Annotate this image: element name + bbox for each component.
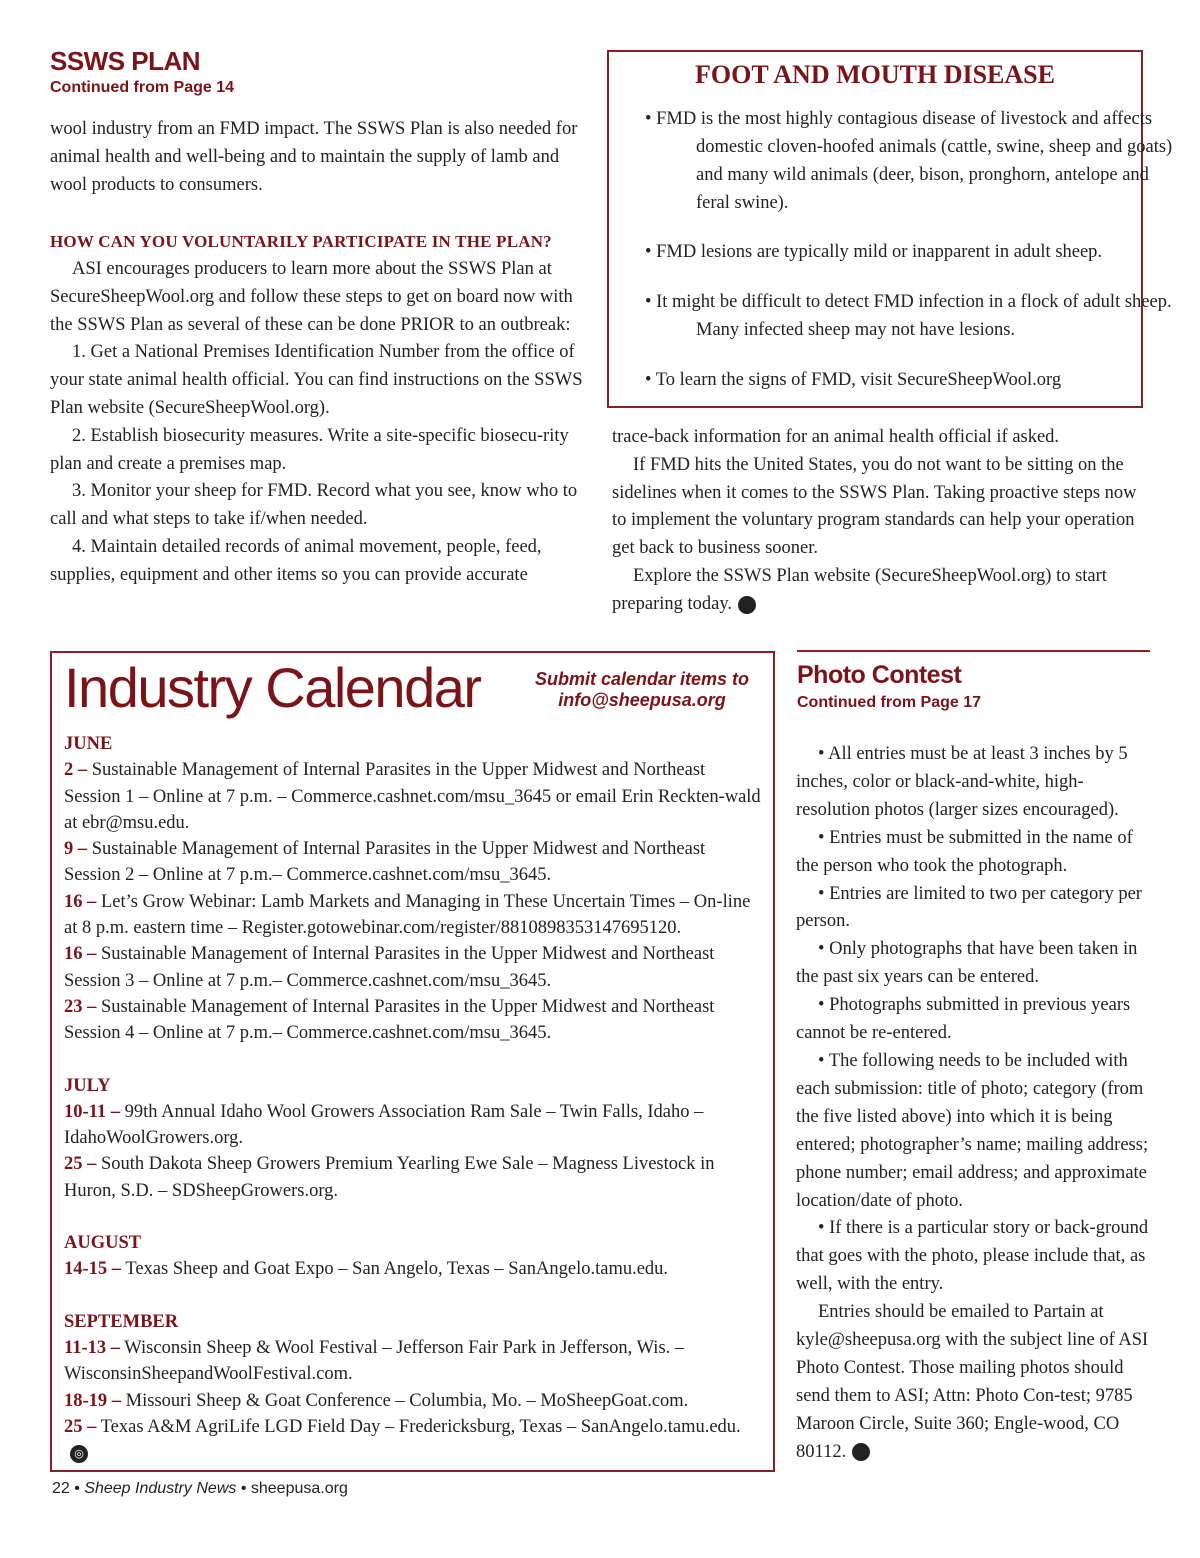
month-gap [64, 1204, 764, 1230]
asi-logo-icon: ◎ [738, 596, 756, 614]
photo-contest-paragraph [796, 825, 1150, 881]
photo-contest-text: • Entries are limited to two per category per person. [796, 883, 1142, 932]
photo-contest-continued-note: Continued from Page 17 [797, 694, 982, 711]
calendar-event-text: South Dakota Sheep Growers Premium Yearling Ewe Sale – Magness Livestock in Huron, S.D. – SDSheepGrowers.org. [64, 1154, 715, 1201]
ssws-closing-text: Explore the SSWS Plan website (SecureSheepWool.org) to start preparing today. [612, 565, 1107, 614]
calendar-event-text: Sustainable Management of Internal Parasites in the Upper Midwest and Northeast Session 2 – Online at 7 p.m.– Commerce.cashnet.com/msu_3645. [64, 839, 706, 886]
fmd-bullet: • FMD lesions are typically mild or inapparent in adult sheep. [645, 242, 1103, 262]
photo-contest-paragraph [796, 1215, 1150, 1299]
fmd-bullet: • To learn the signs of FMD, visit SecureSheepWool.org [645, 370, 1062, 390]
calendar-event [64, 1151, 764, 1204]
calendar-event-text: Sustainable Management of Internal Parasites in the Upper Midwest and Northeast Session 4 – Online at 7 p.m.– Commerce.cashnet.com/msu_3645. [64, 996, 715, 1044]
ssws-title: SSWS PLAN [50, 46, 201, 76]
calendar-event-date: 14-15 – [64, 1259, 122, 1280]
calendar-event-text: Texas Sheep and Goat Expo – San Angelo, Texas – SanAngelo.tamu.edu. [121, 1259, 669, 1280]
asi-logo-icon: ◎ [852, 1443, 870, 1461]
asi-logo-icon: ◎ [70, 1445, 88, 1463]
calendar-event-date: 23 – [64, 996, 97, 1017]
calendar-event [64, 836, 764, 889]
calendar-event [64, 1335, 764, 1388]
calendar-month-heading: JUNE [64, 734, 113, 754]
ssws-step-2: 2. Establish biosecurity measures. Write a site-specific biosecu-rity plan and create a premises map. [50, 425, 569, 474]
calendar-event-text: Missouri Sheep & Goat Conference – Columbia, Mo. – MoSheepGoat.com. [121, 1390, 689, 1411]
calendar-event-text: Texas A&M AgriLife LGD Field Day – Fredericksburg, Texas – SanAngelo.tamu.edu. [96, 1416, 741, 1437]
page-footer [52, 1480, 348, 1498]
calendar-submit-note [522, 669, 762, 711]
calendar-event-text: Let’s Grow Webinar: Lamb Markets and Managing in These Uncertain Times – On-line at 8 p.m. eastern time – Register.gotowebinar.com/register/8810898353147695120. [64, 891, 751, 939]
ssws-cont-paragraph [612, 563, 1142, 619]
calendar-event [64, 1099, 764, 1152]
calendar-list [64, 731, 764, 1466]
calendar-submit-email[interactable]: info@sheepusa.org [558, 690, 726, 710]
ssws-cont-paragraph: If FMD hits the United States, you do not want to be sitting on the sidelines when it comes to the SSWS Plan. Taking proactive steps now to implement the voluntary program standards can help your operation get back to business sooner. [612, 454, 1137, 559]
calendar-event-date: 9 – [64, 839, 88, 860]
calendar-event-date: 2 – [64, 760, 88, 781]
ssws-step-3: 3. Monitor your sheep for FMD. Record what you see, know who to call and what steps to take if/when needed. [50, 481, 578, 530]
photo-contest-body [796, 741, 1150, 1467]
industry-calendar-box [50, 651, 775, 1472]
calendar-event [64, 889, 764, 942]
ssws-intro-paragraph: wool industry from an FMD impact. The SSWS Plan is also needed for animal health and well-being and to maintain the supply of lamb and wool products to consumers. [50, 119, 578, 195]
calendar-event [64, 1388, 764, 1414]
calendar-event [64, 1414, 764, 1467]
calendar-event [64, 941, 764, 994]
calendar-event-text: Sustainable Management of Internal Parasites in the Upper Midwest and Northeast Session 3 – Online at 7 p.m.– Commerce.cashnet.com/msu_3645. [64, 944, 715, 991]
ssws-paragraph: ASI encourages producers to learn more about the SSWS Plan at SecureSheepWool.org and follow these steps to get on board now with the SSWS Plan as several of these can be done PRIOR to an outbreak: [50, 259, 573, 335]
ssws-cont-paragraph: trace-back information for an animal health official if asked. [612, 427, 1060, 447]
photo-contest-text: • Only photographs that have been taken in the past six years can be entered. [796, 939, 1138, 988]
calendar-event-text: 99th Annual Idaho Wool Growers Association Ram Sale – Twin Falls, Idaho – IdahoWoolGrowers.org. [64, 1101, 704, 1149]
calendar-event-text: Sustainable Management of Internal Parasites in the Upper Midwest and Northeast Session 1 – Online at 7 p.m. – Commerce.cashnet.com/msu_3645 or email Erin Reckten-wald at ebr@msu.edu. [64, 760, 761, 833]
calendar-event-date: 10-11 – [64, 1101, 121, 1122]
calendar-event-date: 16 – [64, 891, 97, 912]
photo-contest-paragraph [796, 936, 1150, 992]
page-number: 22 • [52, 1480, 80, 1497]
calendar-event-text: Wisconsin Sheep & Wool Festival – Jefferson Fair Park in Jefferson, Wis. – WisconsinSheepandWoolFestival.com. [64, 1337, 685, 1385]
publication-name: Sheep Industry News [84, 1480, 237, 1497]
photo-contest-text: • Entries must be submitted in the name of the person who took the photograph. [796, 827, 1133, 876]
photo-contest-rule [797, 650, 1150, 652]
fmd-title: FOOT AND MOUTH DISEASE [695, 60, 1055, 89]
ssws-continued-note: Continued from Page 14 [50, 79, 235, 96]
photo-contest-paragraph [796, 741, 1150, 825]
photo-contest-paragraph [796, 992, 1150, 1048]
ssws-step-4: 4. Maintain detailed records of animal movement, people, feed, supplies, equipment and other items so you can provide accurate [50, 536, 542, 585]
ssws-body [50, 256, 590, 590]
calendar-event [64, 1256, 764, 1282]
site-url: • sheepusa.org [240, 1480, 348, 1497]
month-gap [64, 1283, 764, 1309]
photo-contest-paragraph [796, 1048, 1150, 1215]
photo-contest-text: Entries should be emailed to Partain at kyle@sheepusa.org with the subject line of ASI Photo Contest. Those mailing photos should send them to ASI; Attn: Photo Con-test; 9785 Maroon Circle, Suite 360; Engle-wood, CO 80112. [796, 1302, 1149, 1462]
fmd-bullet: • FMD is the most highly contagious disease of livestock and affects domestic cloven-hoofed animals (cattle, swine, sheep and goats) and many wild animals (deer, bison, pronghorn, antelope and feral swine). [645, 109, 1173, 213]
fmd-bullet: • It might be difficult to detect FMD infection in a flock of adult sheep. Many infected sheep may not have lesions. [645, 292, 1172, 340]
calendar-month-heading: JULY [64, 1075, 111, 1096]
photo-contest-paragraph [796, 1299, 1150, 1466]
calendar-submit-line: Submit calendar items to [534, 669, 750, 689]
calendar-event-date: 18-19 – [64, 1390, 122, 1411]
calendar-event-date: 25 – [64, 1416, 97, 1437]
calendar-event [64, 757, 764, 836]
photo-contest-text: • The following needs to be included with each submission: title of photo; category (from the five listed above) into which it is being entered; photographer’s name; mailing address; phone number; email address; and approximate location/date of photo. [796, 1050, 1149, 1211]
calendar-event-date: 25 – [64, 1154, 97, 1175]
photo-contest-title: Photo Contest [797, 661, 962, 689]
month-gap [64, 1047, 764, 1073]
calendar-event [64, 994, 764, 1047]
fmd-sidebar-box [607, 50, 1173, 408]
photo-contest-paragraph [796, 881, 1150, 937]
photo-contest-text: • Photographs submitted in previous years cannot be re-entered. [796, 995, 1131, 1044]
photo-contest-text: • If there is a particular story or back-ground that goes with the photo, please include that, as well, with the entry. [796, 1218, 1149, 1295]
calendar-month-heading: SEPTEMBER [64, 1311, 179, 1332]
calendar-month-heading: AUGUST [64, 1233, 142, 1254]
calendar-event-date: 16 – [64, 944, 97, 965]
calendar-title: Industry Calendar [64, 656, 481, 719]
calendar-event-date: 11-13 – [64, 1337, 121, 1358]
ssws-question-heading: HOW CAN YOU VOLUNTARILY PARTICIPATE IN THE PLAN? [50, 232, 552, 251]
ssws-continued-text [612, 424, 1142, 619]
photo-contest-text: • All entries must be at least 3 inches by 5 inches, color or black-and-white, high-resolution photos (larger sizes encouraged). [796, 744, 1128, 820]
ssws-step-1: 1. Get a National Premises Identification Number from the office of your state animal health official. You can find instructions on the SSWS Plan website (SecureSheepWool.org). [50, 342, 583, 418]
